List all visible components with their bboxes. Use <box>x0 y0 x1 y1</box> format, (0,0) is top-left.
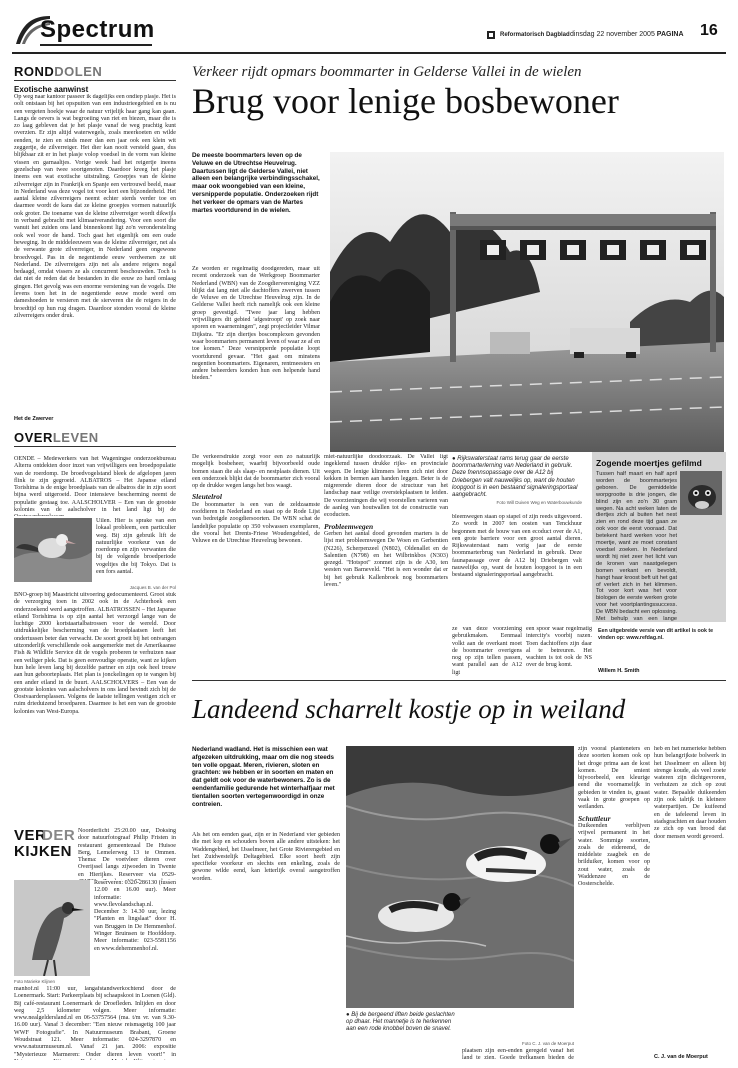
bird-photo-art <box>14 880 90 976</box>
overleven-head-b: LEVEN <box>52 430 99 445</box>
ronddolen-kicker: Exotische aanwinst <box>14 85 89 94</box>
article1-col3-text: miet-natuurlijke doodoorzaak. De Vallei ligt ingeklemd tussen drukke rijks- en provinciale wegen. De lenige klimmers leren zich niet door kekken in bermen aan handen leggen. Beter is de migrerende dieren door de structuur van het landschap naar veilige overstekplaatsen te leiden. De voorzieningen die wij voorstellen varieren van de aanleg van houtwallen tot de constructie van ecoducten. <box>324 454 448 519</box>
newspaper-logo-icon <box>486 30 496 40</box>
section-title: Spectrum <box>40 16 155 43</box>
marten-photo <box>680 471 722 515</box>
article2-photo <box>346 746 574 1008</box>
left-column <box>14 64 176 447</box>
article1-byline: Willem H. Smith <box>598 668 640 674</box>
article2-headline: Landeend scharrelt kostje op in weiland <box>192 694 626 724</box>
article1-col2-text: De verkeersdrukte zorgt voor een zo natuurlijk mogelijk bosbeheer, waarbij bijvoorbeeld oude bomen staan die als slaap- en nestplaats dienen. Uit een onderzoek blijkt dat de boommarter zich vooral op de drukke wegen langs het bos waagt. <box>192 454 320 490</box>
overleven-head-a: OVER <box>14 430 53 445</box>
overleven-body-side: Uilen. Hier is sprake van een lokaal probleem, een particulier weg. Bij zijn gebruik lift de natuurlijke voorkeur van de roerdomp en zijn verwanten die bij de volgende broedperiode vogeltjes die bij Tokyo. Dat is een fors aantal. <box>96 518 176 576</box>
vk-word-2: DER <box>42 827 76 844</box>
page-label: PAGINA <box>656 31 684 38</box>
ronddolen-byline: Het de Zwerver <box>14 416 54 422</box>
header-rule <box>12 52 726 54</box>
caption2-bullet-icon: ● <box>346 1012 352 1018</box>
article1-tagline: Een uitgebreide versie van dit artikel is ook te vinden op: www.refdag.nl. <box>598 628 714 641</box>
article1-col5: ze van deze voorziening gebruikmaken. Eenmaal volkt aan de overkant moet de boommarter overigens nog op zijn tellen passen, want parallel aan de A12 ligt <box>452 626 522 676</box>
article2-caption <box>346 1012 456 1034</box>
article2-col2: plaatsen zijn een-enden geregeld vanaf het land te zien. Goede trefkansen bieden de <box>462 1048 574 1062</box>
shelduck-photo-art <box>346 746 574 1008</box>
overleven-header <box>14 430 176 447</box>
issue-date-text: dinsdag 22 november 2005 <box>570 31 655 38</box>
newspaper-name: Reformatorisch Dagblad <box>500 32 570 38</box>
article1-col3 <box>324 454 448 676</box>
verder-kijken-logo <box>14 828 74 876</box>
article1-sub-probleemwegen: Probleemwegen <box>324 521 374 531</box>
verder-kijken-body-top: Noorderlicht 25:20.00 uur, Doksing door natuurfotograaf Philip Fristen in restaurant gemeentezaal De Huisoe Berg, Lemelerweg 13 te Ommen. Thema: De voetvleer dieren over Overijssel langs zijwoeden in Twente en Hierijkes. Reserveer via 0529- <box>78 828 176 878</box>
article1-caption-credit: Foto Will Duiven Weg en Waterbouwkunde <box>496 500 582 506</box>
article1-photo <box>330 152 724 452</box>
article1-sub-sleutelrol: Sleutelrol <box>192 492 223 502</box>
article1-caption <box>452 456 582 506</box>
verder-kijken-body-side: Reserveren: 0320-286130 (tussen 12.00 en 16.00 uur). Meer informatie: www.flevolandschap.nl. December 3: 14.30 uur, lezing "Planten en lingslaat" door H. van Bruggen in De Hemmenhof. Winger Bruinsen te Hoofddorp. Meer informatie: 023-5581156 en www.dehemmenhof.nl. <box>94 880 176 952</box>
article2-rule <box>192 680 726 681</box>
masthead <box>0 0 738 58</box>
article1-lede: De meeste boommarters leven op de Veluwe en de Utrechtse Heuvelrug. Daartussen ligt de Gelderse Vallei, niet alleen een belangrijke verbindingsschakel, maar ook woongebied van een kleine, versnipperde populatie. Onderzoeken rijdt het verkeer de opmars van de Martes martes voortdurend in de wielen. <box>192 152 320 214</box>
sidebox-title: Zogende moertjes gefilmd <box>596 458 702 468</box>
sidebox-body: Tussen half maart en half april worden de boommarterjes geboren. De gemiddelde worpgrootte is drie jongen, die blind zijn en zo'n 30 gram wegen. Na acht weken laten de diertjes zich al buiten het nest zien en rond deze tijd gaan ze ook voor de eerst vooraad. Dat betekent hard werken voor het moertje, want ze moet constant voedsel zoeken. In Nederland wordt hij niet zeer het licht van de kronen van naastgelegen bomen verkant en bevoldt, hangt haar kroost beft uit het gat of verlert zich in het klimmen. Tot voor kort was het voor biologen de eerste werken grote voor het voortplantingssuccess. De WBN bedacht een oplossing. Met behulp van een lange <box>596 471 677 621</box>
overleven-body-top: OENDE – Medewerkers van het Wageningse onderzoekbureau Alterra ontdekten door inzet van vrijwilligers een broedpopulatie van de roerdomp. De broedvogelstand bleek de afgelopen jaren flink te zijn gegroeid. ALBATROS – Het Japanse eiland Torishima is de enige broedplaats van de albatros die in zijn soort bijna werd uitgeroeid. Door intensieve bescherming neemt de populatie gestaag toe. AALSCHOLVER – Een van de grootste kolonies van de aalscholver in het land ligt bij de <box>14 456 176 514</box>
overleven-photo-credit <box>14 584 176 591</box>
section-underline <box>40 44 152 46</box>
article2-col3-text: zijn vooral planteneters en deze soorten komen ook op het droge prima aan de kost komen. De smient bijvoorbeeld, een kleurige eend die voornamelijk in gebieden te vinden is, graast vaak in grote groepen op weilanden. <box>578 746 650 811</box>
article2-caption-credit: Foto C. J. van de Moerput <box>521 1041 574 1046</box>
sidebox <box>596 456 722 621</box>
page-number: 16 <box>700 22 718 39</box>
marten-photo-art <box>680 471 722 515</box>
article1-col2 <box>192 454 320 676</box>
section-logo <box>14 14 156 46</box>
verder-kijken-photo <box>14 880 90 976</box>
article2-col3 <box>578 746 650 1062</box>
overleven-credit-text: Jacques B. van der Pol <box>129 585 176 590</box>
albatros-photo-art <box>14 518 92 582</box>
article1-col1: Ze worden er regelmatig doodgereden, maar uit recent onderzoek van de Werkgroep Boommarter Nederland (WBN) van de Zoogdiervereniging VZZ blijkt dat lang niet alle dachtoffers zwerven tussen de Veluwe en de Utrechtse Heuvelrug zijn. In de Gelderse Vallei heeft rich namelijk ook een kleine groep gevestigd. "Twee jaar lang hebben vrijwilligers dit gebied 'afgestroopt' op zoek naar sporen en waarnemingen", zegt projectleider Vilmar Dijkstra. "Er zijn diertjes boscomplexen gevonden waar boommarters permanent leven of waar ze af en toe komen." Deze versnipperde populatie loopt voortdurend gevaar. "Het gaat om minstens negentien boommarters. Eigenaren, rentmeesters en andere beheerders konden hun een helpende hand bieden." <box>192 266 320 382</box>
issue-date <box>570 31 684 38</box>
ronddolen-head-a: ROND <box>14 64 55 79</box>
article1-caption-text: Rijkswaterstaat rams terug gaar de eerste boommarterlerning van Nederland in gebruik. Deze fnennsopassage over de A12 bij Driebergen valt nauwelijks op, want de houten loopgoot is in een bestaand signaleringsportaal aangebracht. <box>452 456 578 499</box>
caption-bullet-icon: ● <box>452 456 458 462</box>
article1-col2b-text: De boommarter is een van de zeldzaamste roofdieren in Nederland en staat op de Rode Lijst van bedreigde zoogdiersoorten. De WBN schat de landelijke populatie op 350 volwassen exemplaren, die vooral het Drents-Friese Woudengebied, de Veluwe en de Utrechtse Heuvelrug bewonen. <box>192 501 320 545</box>
verder-kijken-body-bottom: manhof.nl 11:00 uur, langafstandwerkochtend door de Loenermark. Start: Parkeerplaats bij schaapskooi in Loenen (Gld). Bij café-restaurant Loenermark de Droefleden. Inlijden en door weg 2,5 kilometer volgen. Meer informatie: www.nealgeldersland.nl en 06-53757564 (ma. t/m vr. van 9.30-16.00 uur). Vanaf 3 december: "Een nieuw reismagetig 100 jaar WWF Fotografie". In Natuurmuseum Brabant, Groene Woudstraat 121. Meer informatie: 024-3297870 en www.natuurmuseum.nl. Vanaf 21 jan. 2006: expositie "Mysterieuze Marmeren: Onder dieren leven voort!" in <box>14 986 176 1058</box>
article1-col6: een spoor waar regelmatig intercity's voorbij razen. Toen dachtoffers zijn daar al te betreuren. Het wachten is tot ook de NS over de brug komt. <box>526 626 592 669</box>
verder-kijken-credit <box>14 978 90 985</box>
vk-word-1: VER <box>14 827 47 844</box>
albatros-photo <box>14 518 92 582</box>
ronddolen-body: Op weg naar kantoor passeer ik dagelijks een ondiep plasje. Het is oolt ontstaan bij het opspuiten van een industrieegebied en is nu een vergeten hoekje waar de natuur vrijelijk haar gang kan gaan. Langs de oevers is wat begroeiing van riet en biezen, maar die is zo laag gebleven dat je het plasje vanaf de weg prachtig kunt overzien. Er zijn altijd waterwegels, zoals meerkoeten en wilde eenden, te zien en sinds meer dan een jaar ook een klein wit zeggertje, de zilverreiger. Het dier kan nooit versteld gaan, dus blijkbaar zit er in het plasje volop voedsel in de vorm van kleine vissen en garnaaltjes. Vorige week had het reigertje ineens gezelschap van twee soortgenoten. Daardoor kreeg het plasje ineens een wat exotische uitstraling. Groepjes van de kleine zilverreiger zijn in Frankrijk en Spanje een vertrouwd beeld, maar in Nederland was deze vogel tot voor kort een bijzonderheid. Het aantal kleine zilverreigers neemt echter sterds verder toe en daarmee wordt de kans dat ze kleine groepjes vormen natuurlijk ook groter. De toename van de kleine zilverreiger wordt dikwijls in verband gebracht met klimaatverandering. Voor een soort die vanuit het zuiden ons land binnenkomt ligt zo'n verondersteling ook wel voor de hand. Toch gaat het eigenlijk om een oude beweging. In de middeleeuwen was de kleine zilverreiger, net als de verwante grote zilverreiger, in Nederland geen ongewone broedvogel. Pas in de negentiende eeuw verdwenen ze uit Nederland. De zilverreigers zijn net als andere reigers nogal bedaagd, omdat vissers ze als concurrent beschouwden. Toch is dat niet de reden dat de bestanden in die eeuw zo hard omlaag gingen. Het gevolg was een enorme verstening van de vogels. Die levens toen het in de negentiende eeuw mode werd om dameshoeden te versieren met de sierveren die de reigers in de broedtijd op hun rug dragen. Daardoor stonden vooral de kleine zilverreigers onder druk. <box>14 94 176 319</box>
vk-word-3: KIJKEN <box>14 843 73 860</box>
article1-col4: bleemwegen staan op stapel of zijn reeds uitgevoerd. Zo wordt in 2007 ten oosten van Tenckhuur begonnen met de bouw van een ecoduct over de A1, een grote barriere voor een groot aantal dieren. Rijkswaterstaat nam vorig jaar de eerste boommarterbrug van Nederland in gebruik. Deze faunapassage over de A12 bij Driebergen valt nauwelijks op, want de houten loopgoot is in een bestaand signaleringsportaal aangebracht. <box>452 514 582 579</box>
article2-col3b-text: Duikeenden verblijven vrijwel permanent in het water. Sommige soorten, zoals de eidereend, de middelste zaagbek en de brilduiker, komen voor op zout water, zoals de Waddenzee en de Oosterschelde. <box>578 822 650 888</box>
article2-col4: heb en het numerieke hebben hun belangrijkste bolwerk in het IJsselmeer en alleen bij strenge koude, als veel zoete wateren zijn dichtgevroren, verhuizen ze zich op zout water. Bepaalde duikeenden zijn ook talrijk in kleinere waterpartijen. De kuifeend en de tafeleend leven in stadsgrachten en daar houden ze zich op van brood dat door mensen wordt gevoerd. <box>654 746 726 840</box>
article2-sub-schuttleur: Schuttleur <box>578 813 611 823</box>
highway-bridge-photo-art <box>330 152 724 452</box>
article1-deck: Verkeer rijdt opmars boommarter in Gelderse Vallei in de wielen <box>192 64 582 80</box>
overleven-body-bottom: BNO-groep bij Maastricht uitvoering gedocumenteerd. Groot stuk de verzorging toen in 2002 ook in de Achterhoek een onderzoekend werd aangetroffen. ALBATROSSEN – Het Japanse eiland Torishima is op zijn aantal het verzorgd lange van de luchtige 2000 kortstaartalbatrossen voor de wereld. Door uitdrukkelijke bescherming van de broedplaatsen leeft het ondertussen beter dan verwacht. De soort groeit bij het ontvangen uitzonderlijk verschillende ook aangemerkte met de Amerikaanse Fish & Wildlife Service dit de vogels proberen te verhuizen naar een veiliger plek. Dat is geen eenvoudige operatie, want ze kijken hun hele leven lang bij dezelfde partner en zijn ook heel trouw aan hun geboorteplaats. Het plan is jonckelingen op te vangen bij een ander eiland in de buurt. AALSCHOLVERS – Een van de grootste kolonies van aalscholvers in ons land bevindt zich bij de Oostvaardersplassen. Volgens de laatste tellingen vestigen zich er ruim drieduizend broedparen. Daarmee is het een van de grootste kolonies van West-Europa. <box>14 592 176 715</box>
article1-col3b-text: Gerben het aantal dood gevonden marters is de lijst met probleemwegen De Woen en Gerbentien (N226), Scherpenzeel (N802), Oldenallet en de Salentien (N798) en het Wilbrinkbos (N303) gezegd. "Hotspot" zonmet zijn is de A30, ten westen van Barneveld. "Het is een wonder dat er bij het gebruik Kallenbroek nog boommarters leven." <box>324 530 448 589</box>
ronddolen-head-b: DOLEN <box>54 64 103 79</box>
article2-caption-text: Bij de bergeend liften beide geslachten op dhaar. Het mannetje is te herkennen aan een rode knobbel boven de snavel. <box>346 1012 455 1033</box>
ronddolen-header <box>14 64 176 81</box>
vk-credit-text: Foto Marieke Klijnen <box>14 979 56 984</box>
article2-col1: Als het om eenden gaat, zijn er in Nederland vier gebieden die met kop en schouders boven alle andere uitsteken: het Waddengebied, het IJsselmeer, het Grote Rivierengebied en het Zuidwestelijk Deltagebied. Elke soort heeft zijn specifieke voorkeur en slechts een enkeling, zoals de gewone wilde eend, kan letterlijk overal aangetroffen worden. <box>192 832 340 882</box>
article2-lede: Nederland wadland. Het is misschien een wat afgezeken uitdrukking, maar om die nog steeds ten volle opgaat. Meren, rivieren, sloten en grachten: we hebben er in soorten en maten en dat geldt ook voor de waterbewoners. Zo is de eendenfamilie gedurende het winterhalfjaar met tientallen soorten vertegenwoordigd in onze contreien. <box>192 746 335 808</box>
article2-caption-credit-wrap <box>458 1040 574 1047</box>
article2-byline: C. J. van de Moerput <box>654 1054 708 1060</box>
article1-headline: Brug voor lenige bosbewoner <box>192 81 619 121</box>
